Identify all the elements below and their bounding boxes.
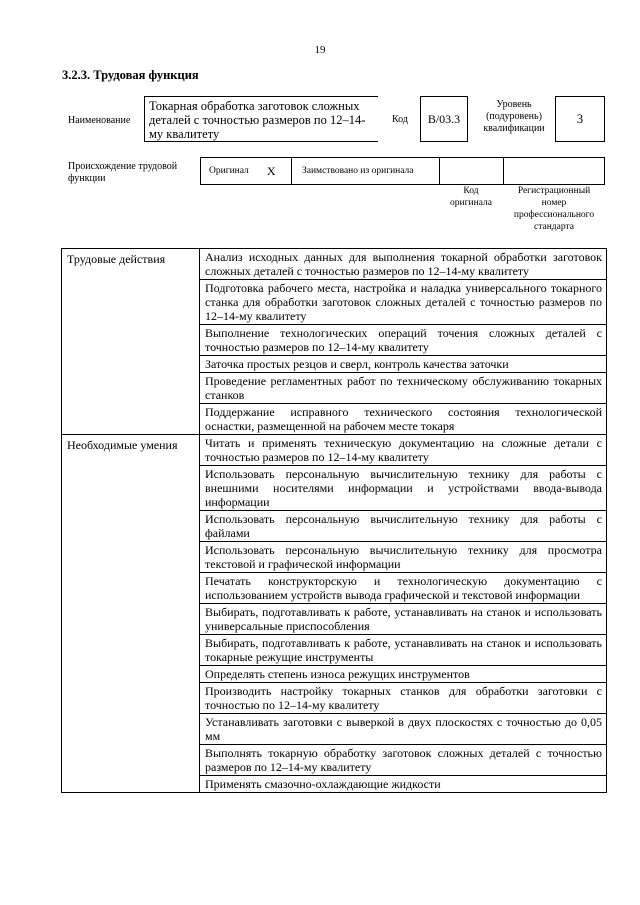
level-label (475, 99, 553, 135)
item-cell: Подготовка рабочего места, настройка и наладка универсального токарного станка для обработки заготовок сложных деталей с точностью размеров по 12–14-му квалитету (200, 280, 607, 325)
function-table-body (62, 249, 607, 793)
original-mark: X (266, 163, 276, 178)
function-code-value: B/03.3 (420, 96, 468, 142)
name-label: Наименование (68, 115, 131, 126)
original-code-caption (440, 185, 502, 209)
item-cell: Анализ исходных данных для выполнения токарной обработки заготовок сложных деталей с точностью размеров по 12–14-му квалитету (200, 249, 607, 280)
borrowed-cell: Заимствовано из оригинала (291, 158, 439, 184)
item-cell: Печатать конструкторскую и технологическую документацию с использованием устройств вывода графической и текстовой информации (200, 573, 607, 604)
item-cell: Выполнение технологических операций точения сложных деталей с точностью размеров по 12–14-му квалитету (200, 325, 607, 356)
caption-line: оригинала (450, 198, 492, 208)
function-name-value: Токарная обработка заготовок сложных деталей с точностью размеров по 12–14-му квалитету (144, 96, 378, 142)
origin-label-line: Происхождение трудовой (68, 161, 178, 172)
item-cell: Выбирать, подготавливать к работе, устанавливать на станок и использовать токарные режущие инструменты (200, 635, 607, 666)
item-cell: Использовать персональную вычислительную технику для работы с файлами (200, 511, 607, 542)
item-cell: Поддержание исправного технического состояния технологической оснастки, размещенной на рабочем месте токаря (200, 404, 607, 435)
item-cell: Использовать персональную вычислительную технику для просмотра текстовой и графической информации (200, 542, 607, 573)
item-cell: Использовать персональную вычислительную технику для работы с внешними носителями информации и устройствами ввода-вывода информации (200, 466, 607, 511)
function-table (61, 248, 607, 793)
item-cell: Определять степень износа режущих инструментов (200, 666, 607, 683)
page-number: 19 (314, 44, 326, 56)
item-cell: Устанавливать заготовки с выверкой в двух плоскостях с точностью до 0,05 мм (200, 714, 607, 745)
original-cell (201, 158, 291, 184)
reg-number-cell (503, 158, 604, 184)
level-label-line: Уровень (496, 99, 532, 110)
original-label: Оригинал (209, 166, 249, 176)
item-cell: Производить настройку токарных станков для обработки заготовки с точностью по 12–14-му квалитету (200, 683, 607, 714)
item-cell: Применять смазочно-охлаждающие жидкости (200, 776, 607, 793)
section-title: 3.2.3. Трудовая функция (62, 68, 199, 82)
table-row (62, 249, 607, 280)
caption-line: стандарта (534, 222, 574, 232)
level-value: 3 (555, 96, 605, 142)
category-cell: Необходимые умения (62, 435, 200, 793)
item-cell: Заточка простых резцов и сверл, контроль качества заточки (200, 356, 607, 373)
category-cell: Трудовые действия (62, 249, 200, 435)
item-cell: Выполнять токарную обработку заготовок сложных деталей с точностью размеров по 12–14-му квалитету (200, 745, 607, 776)
caption-line: Код (463, 186, 479, 196)
caption-line: профессионального (513, 210, 595, 220)
caption-line: Регистрационный (517, 186, 591, 196)
reg-number-caption (503, 185, 605, 233)
original-code-cell (439, 158, 503, 184)
origin-label-line: функции (68, 173, 106, 184)
level-label-line: (подуровень) (486, 111, 542, 122)
item-cell: Проведение регламентных работ по техническому обслуживанию токарных станков (200, 373, 607, 404)
level-label-line: квалификации (483, 123, 545, 134)
code-label: Код (392, 114, 408, 125)
table-row (62, 435, 607, 466)
item-cell: Выбирать, подготавливать к работе, устанавливать на станок и использовать универсальные приспособления (200, 604, 607, 635)
item-cell: Читать и применять техническую документацию на сложные детали с точностью размеров по 12–14-му квалитету (200, 435, 607, 466)
origin-label (68, 161, 177, 185)
caption-line: номер (541, 198, 567, 208)
origin-row (200, 157, 605, 185)
